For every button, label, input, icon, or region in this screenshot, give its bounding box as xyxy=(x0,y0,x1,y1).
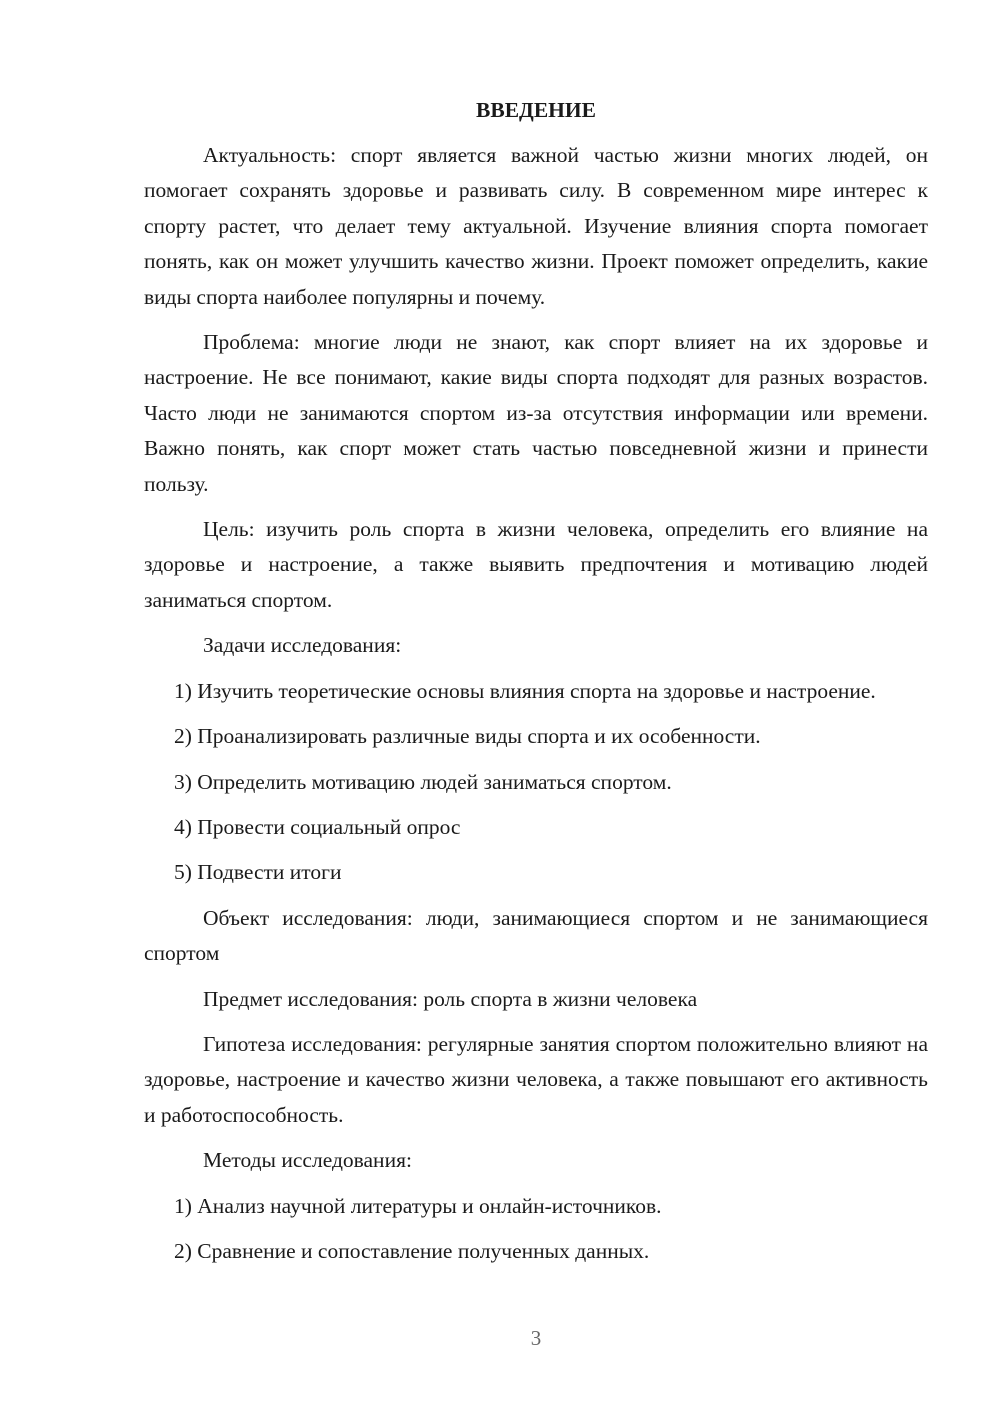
subject-paragraph: Предмет исследования: роль спорта в жизни человека xyxy=(203,986,698,1011)
task-item-4: 4) Провести социальный опрос xyxy=(174,814,461,839)
object-paragraph: Объект исследования: люди, занимающиеся спортом и не занимающиеся спортом xyxy=(144,905,928,966)
tasks-heading: Задачи исследования: xyxy=(203,633,402,658)
task-item-5: 5) Подвести итоги xyxy=(174,860,342,885)
task-item-3: 3) Определить мотивацию людей заниматься спортом. xyxy=(174,769,672,794)
document-title: ВВЕДЕНИЕ xyxy=(476,98,596,122)
problem-paragraph: Проблема: многие люди не знают, как спорт влияет на их здоровье и настроение. Не все понимают, какие виды спорта подходят для разных возрастов. Часто люди не занимаются спортом из-за отсутствия информации или времени. Важно понять, как спорт может стать частью повседневной жизни и принести пользу. xyxy=(144,330,928,496)
task-item-1: 1) Изучить теоретические основы влияния спорта на здоровье и настроение. xyxy=(174,678,876,703)
document-page xyxy=(144,90,928,1279)
method-item-1: 1) Анализ научной литературы и онлайн-источников. xyxy=(174,1193,662,1218)
methods-heading: Методы исследования: xyxy=(203,1148,412,1173)
task-item-2: 2) Проанализировать различные виды спорта и их особенности. xyxy=(174,724,761,749)
hypothesis-paragraph: Гипотеза исследования: регулярные занятия спортом положительно влияют на здоровье, настроение и качество жизни человека, а также повышают его активность и работоспособность. xyxy=(144,1031,928,1127)
page-number: 3 xyxy=(530,1326,542,1350)
method-item-2: 2) Сравнение и сопоставление полученных данных. xyxy=(174,1238,650,1263)
goal-paragraph: Цель: изучить роль спорта в жизни человека, определить его влияние на здоровье и настроение, а также выявить предпочтения и мотивацию людей заниматься спортом. xyxy=(144,517,928,612)
relevance-paragraph: Актуальность: спорт является важной частью жизни многих людей, он помогает сохранять здоровье и развивать силу. В современном мире интерес к спорту растет, что делает тему актуальной. Изучение влияния спорта помогает понять, как он может улучшить качество жизни. Проект поможет определить, какие виды спорта наиболее популярны и почему. xyxy=(144,143,928,309)
